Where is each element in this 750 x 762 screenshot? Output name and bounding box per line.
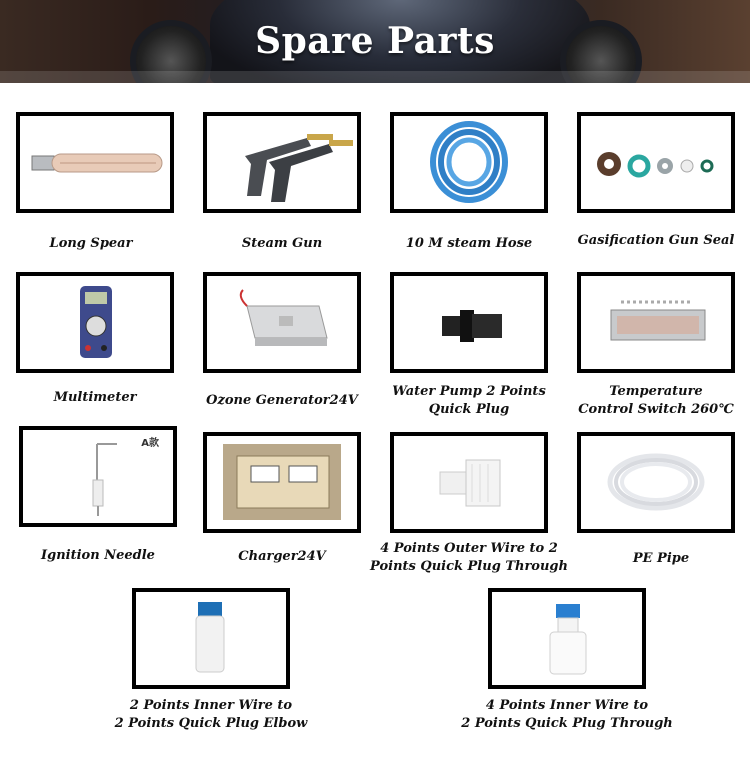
pe-pipe-image[interactable] [577,432,735,533]
elbow-plug-image[interactable] [132,588,290,689]
multimeter-image[interactable] [16,272,174,373]
water-pump-plug-image[interactable] [390,272,548,373]
part-label: PE Pipe [632,551,690,566]
part-label: Water Pump 2 Points Quick Plug [392,384,546,417]
part-label: 4 Points Inner Wire to 2 Points Quick Plug Through [461,698,673,731]
outer-wire-plug-graphic [394,436,544,529]
part-label: Steam Gun [241,236,323,251]
through-plug-image[interactable] [488,588,646,689]
part-label: Ignition Needle [41,548,155,563]
part-label: Long Spear [49,236,133,251]
ozone-generator-graphic [207,276,357,369]
steam-gun-graphic [207,116,357,209]
long-spear-graphic [20,116,170,209]
banner-strip [0,71,750,83]
elbow-plug-graphic [136,592,286,685]
part-label: Multimeter [53,390,137,405]
multimeter-graphic [20,276,170,369]
part-label: 2 Points Inner Wire to 2 Points Quick Plug Elbow [114,698,308,731]
page-title: Spare Parts [255,20,495,62]
charger-image[interactable] [203,432,361,533]
part-label: 10 M steam Hose [405,236,533,251]
part-label: Ozone Generator24V [206,393,358,408]
through-plug-graphic [492,592,642,685]
pe-pipe-graphic [581,436,731,529]
temperature-switch-image[interactable] [577,272,735,373]
part-label: Temperature Control Switch 260℃ [578,384,734,417]
part-label: 4 Points Outer Wire to 2 Points Quick Plug Through [370,541,568,574]
temperature-switch-graphic [581,276,731,369]
steam-hose-image[interactable] [390,112,548,213]
long-spear-image[interactable] [16,112,174,213]
outer-wire-plug-image[interactable] [390,432,548,533]
part-label: Charger24V [238,549,326,564]
steam-hose-graphic [394,116,544,209]
ozone-generator-image[interactable] [203,272,361,373]
charger-graphic [207,436,357,529]
part-label: Gasification Gun Seal [577,233,735,248]
gun-seal-image[interactable] [577,112,735,213]
ignition-needle-image[interactable] [19,426,177,527]
gun-seal-graphic [581,116,731,209]
water-pump-plug-graphic [394,276,544,369]
ignition-tag: A款 [141,438,159,449]
steam-gun-image[interactable] [203,112,361,213]
